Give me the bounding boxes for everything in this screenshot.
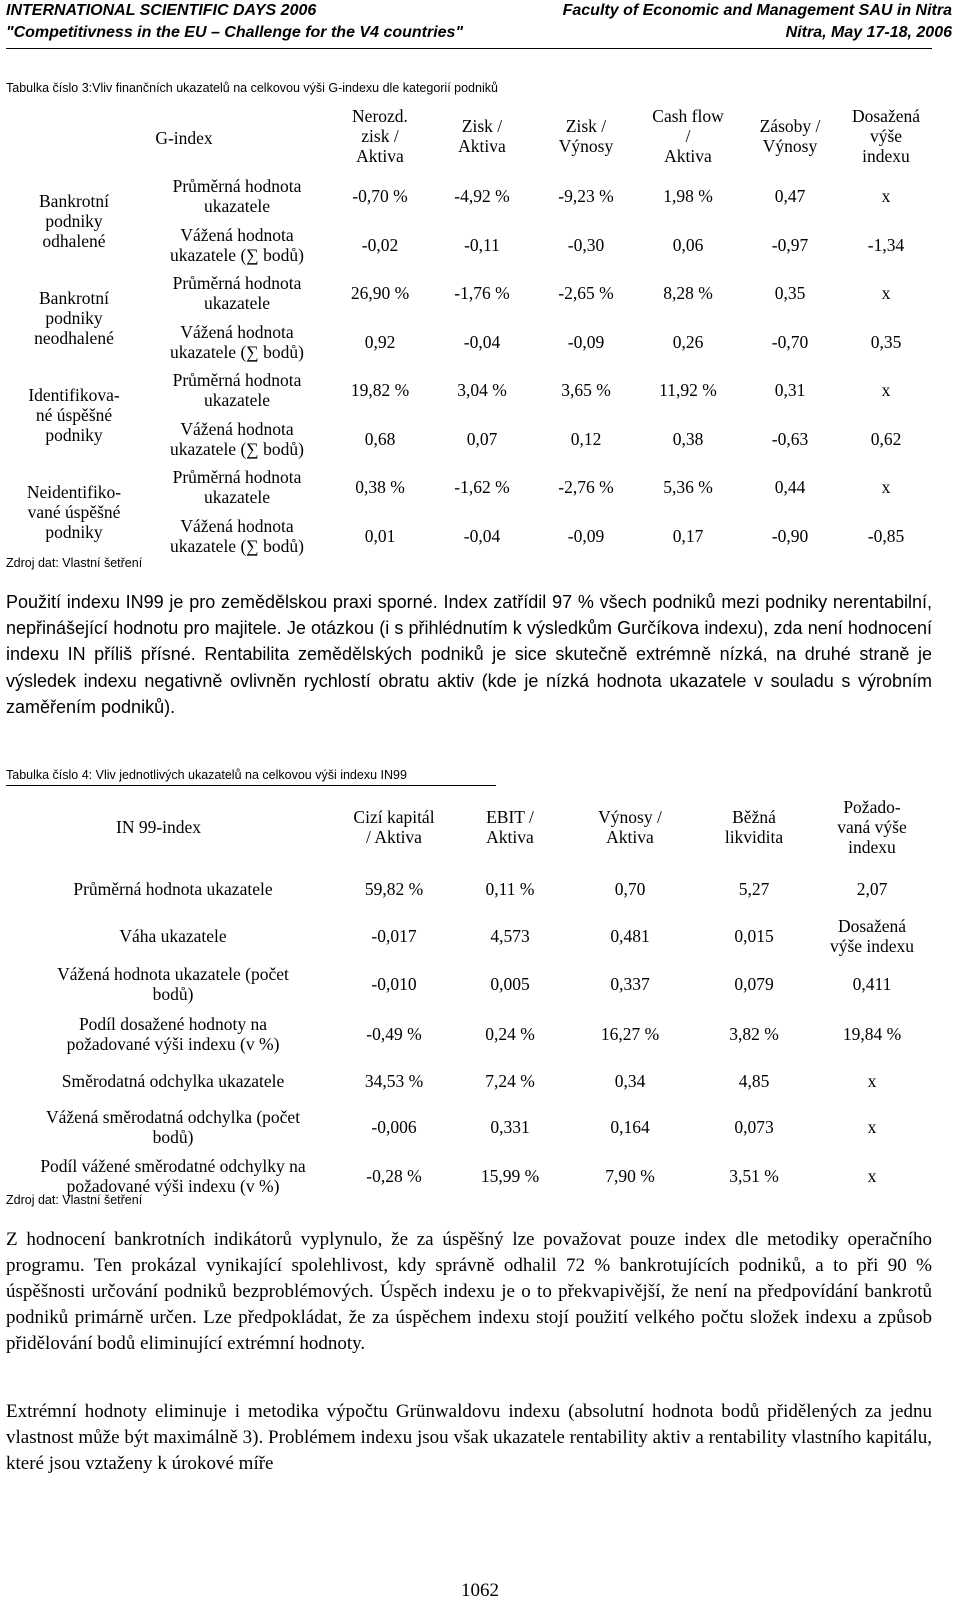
paragraph-1: Použití indexu IN99 je pro zemědělskou praxi sporné. Index zatřídil 97 % všech podniků mezi podniky nerentabilní, nepřinášející hodnotu pro majitele. Je otázkou (i s přihlédnutím k výsledkům Gurčíkova indexu), zda není hodnocení indexu IN příliš přísné. Rentabilita zemědělských podniků je sice skutečně extrémně nízká, na druhé straně je výsledek indexu negativně ovlivněn rychlostí obratu aktiv (kde je nízká hodnota ukazatele v souladu s výrobním zaměřením podniků). bbox=[6, 592, 932, 717]
table-cell: 0,35 bbox=[870, 331, 902, 352]
table-cell: 0,12 bbox=[570, 428, 602, 449]
table3-col-header bbox=[842, 100, 930, 172]
table-cell: -2,76 % bbox=[558, 477, 614, 498]
table3-col-header bbox=[638, 100, 738, 172]
line: odhalené bbox=[42, 230, 106, 251]
table3-row-label bbox=[144, 172, 330, 221]
table-cell: -0,70 % bbox=[352, 186, 408, 207]
table-cell bbox=[570, 1103, 690, 1151]
table-row bbox=[8, 913, 926, 959]
table-cell bbox=[818, 913, 926, 959]
line: 59,82 % bbox=[364, 879, 424, 899]
line: Průměrná hodnota bbox=[172, 370, 302, 391]
table-row bbox=[8, 1151, 926, 1201]
line: Aktiva bbox=[606, 826, 654, 847]
line: Podíl dosažené hodnoty na bbox=[78, 1014, 268, 1034]
table-cell: 0,26 bbox=[672, 331, 704, 352]
line: 3,82 % bbox=[729, 1024, 779, 1044]
table-cell bbox=[450, 1151, 570, 1201]
table3-row-label bbox=[144, 415, 330, 464]
table-cell: 0,31 bbox=[774, 380, 806, 401]
line: podniky bbox=[45, 521, 103, 542]
table-cell bbox=[690, 1059, 818, 1103]
table3-row-label bbox=[144, 269, 330, 318]
line: Výnosy bbox=[762, 136, 818, 156]
table3-row-label bbox=[144, 512, 330, 561]
table3-group-label bbox=[4, 463, 144, 560]
line: 0,015 bbox=[734, 926, 774, 946]
table-cell bbox=[818, 959, 926, 1009]
line: výše indexu bbox=[829, 936, 915, 956]
table4-caption: Tabulka číslo 4: Vliv jednotlivých ukazatelů na celkovou výši indexu IN99 bbox=[6, 768, 407, 782]
line: výše bbox=[869, 126, 903, 146]
table-cell bbox=[450, 1059, 570, 1103]
line: -0,49 % bbox=[366, 1024, 422, 1044]
line: 5,27 bbox=[738, 879, 770, 899]
table3-col-header bbox=[430, 100, 534, 172]
table3-row-label bbox=[144, 221, 330, 270]
line: ukazatele (∑ bodů) bbox=[170, 244, 304, 265]
table-cell bbox=[818, 865, 926, 913]
line: 0,079 bbox=[734, 974, 774, 994]
table3-col-header bbox=[738, 100, 842, 172]
line: Vážená hodnota bbox=[180, 515, 294, 536]
line: x bbox=[867, 1071, 877, 1091]
table-cell: -1,34 bbox=[867, 234, 905, 255]
table4-col-header bbox=[450, 788, 570, 865]
line: Vážená hodnota ukazatele (počet bbox=[57, 964, 289, 984]
table-cell bbox=[338, 913, 450, 959]
line: Požado- bbox=[843, 796, 901, 817]
table-cell bbox=[570, 1151, 690, 1201]
table4-row-label bbox=[8, 1009, 338, 1059]
table-row bbox=[8, 1103, 926, 1151]
line: Vážená hodnota bbox=[180, 224, 294, 245]
line: Bankrotní bbox=[39, 287, 109, 308]
table-cell: -0,30 bbox=[567, 234, 605, 255]
line: Cizí kapitál bbox=[353, 806, 435, 827]
line: / bbox=[685, 126, 691, 146]
table-cell bbox=[338, 1151, 450, 1201]
table-cell bbox=[450, 865, 570, 913]
table-row bbox=[4, 366, 930, 415]
table-cell bbox=[450, 1009, 570, 1059]
table-cell: 0,07 bbox=[466, 428, 498, 449]
line: ukazatele (∑ bodů) bbox=[170, 438, 304, 459]
line: 2,07 bbox=[856, 879, 888, 899]
table-cell: x bbox=[881, 380, 891, 401]
line: podniky bbox=[45, 307, 103, 328]
line: 0,70 bbox=[614, 879, 646, 899]
table-cell bbox=[818, 1151, 926, 1201]
table-cell: 26,90 % bbox=[350, 283, 410, 304]
line: Identifikova- bbox=[28, 384, 120, 405]
table-row bbox=[4, 172, 930, 221]
line: 3,51 % bbox=[729, 1166, 779, 1186]
table-cell bbox=[690, 865, 818, 913]
line: Aktiva bbox=[664, 146, 712, 166]
table-cell: -0,97 bbox=[771, 234, 809, 255]
line: 7,24 % bbox=[485, 1071, 535, 1091]
line: Podíl vážené směrodatné odchylky na bbox=[40, 1156, 306, 1176]
table4-col-header bbox=[690, 788, 818, 865]
table-row bbox=[8, 1009, 926, 1059]
line: 7,90 % bbox=[605, 1166, 655, 1186]
table-cell: -0,02 bbox=[361, 234, 399, 255]
line: 15,99 % bbox=[480, 1166, 540, 1186]
table3-group-label bbox=[4, 366, 144, 463]
header-theme: "Competitivness in the EU – Challenge for the V4 countries" bbox=[6, 24, 464, 41]
table-row bbox=[4, 269, 930, 318]
table-cell: -0,11 bbox=[464, 234, 500, 255]
table-cell bbox=[570, 913, 690, 959]
line: x bbox=[867, 1117, 877, 1137]
table-cell: 19,82 % bbox=[350, 380, 410, 401]
table-cell bbox=[450, 959, 570, 1009]
table3-source: Zdroj dat: Vlastní šetření bbox=[6, 556, 143, 570]
line: Běžná bbox=[732, 806, 776, 827]
header-faculty: Faculty of Economic and Management SAU in Nitra bbox=[562, 2, 952, 19]
table-cell: 11,92 % bbox=[659, 380, 717, 401]
line: 0,331 bbox=[490, 1117, 530, 1137]
table3-col-header bbox=[330, 100, 430, 172]
line: 16,27 % bbox=[600, 1024, 660, 1044]
line: ukazatele bbox=[203, 487, 271, 508]
table-cell: -9,23 % bbox=[558, 186, 614, 207]
table-4 bbox=[8, 788, 926, 1201]
table-cell bbox=[450, 1103, 570, 1151]
line: Směrodatná odchylka ukazatele bbox=[61, 1071, 285, 1091]
line: 0,11 % bbox=[485, 879, 535, 899]
table4-source: Zdroj dat: Vlastní šetření bbox=[6, 1193, 143, 1207]
table3-group-label bbox=[4, 269, 144, 366]
line: Zisk / bbox=[461, 116, 503, 136]
line: bodů) bbox=[152, 1127, 194, 1147]
line: Bankrotní bbox=[39, 190, 109, 211]
line: Dosažená bbox=[851, 106, 921, 126]
line: 0,34 bbox=[614, 1071, 646, 1091]
table-3 bbox=[4, 100, 930, 560]
line: 4,85 bbox=[738, 1071, 770, 1091]
line: Cash flow bbox=[652, 106, 724, 126]
table-cell: -0,09 bbox=[567, 331, 605, 352]
line: indexu bbox=[862, 146, 910, 166]
table-cell: 0,92 bbox=[364, 331, 396, 352]
table-cell bbox=[338, 959, 450, 1009]
header-conference: INTERNATIONAL SCIENTIFIC DAYS 2006 bbox=[6, 2, 317, 19]
table4-row-label bbox=[8, 1103, 338, 1151]
table-cell: -0,09 bbox=[567, 525, 605, 546]
line: 0,411 bbox=[852, 974, 892, 994]
table4-row-label bbox=[8, 913, 338, 959]
line: podniky bbox=[45, 424, 103, 445]
table3-group-label bbox=[4, 172, 144, 269]
table-cell: -2,65 % bbox=[558, 283, 614, 304]
table-cell bbox=[338, 1059, 450, 1103]
line: Dosažená bbox=[837, 916, 907, 936]
table4-row-label bbox=[8, 865, 338, 913]
table-cell: -0,90 bbox=[771, 525, 809, 546]
table3-corner: G-index bbox=[155, 128, 213, 148]
table-cell: 8,28 % bbox=[663, 283, 713, 304]
table-cell bbox=[570, 865, 690, 913]
line: x bbox=[867, 1166, 877, 1186]
header-place-date: Nitra, May 17-18, 2006 bbox=[785, 24, 952, 41]
table-cell: -0,04 bbox=[463, 525, 501, 546]
line: ukazatele bbox=[203, 390, 271, 411]
line: Vážená směrodatná odchylka (počet bbox=[45, 1107, 301, 1127]
line: -0,28 % bbox=[366, 1166, 422, 1186]
table-cell: 0,62 bbox=[870, 428, 902, 449]
table-cell: -0,63 bbox=[771, 428, 809, 449]
line: ukazatele (∑ bodů) bbox=[170, 341, 304, 362]
table-cell: 3,04 % bbox=[457, 380, 507, 401]
table4-header-row bbox=[8, 788, 926, 865]
paragraph-3: Extrémní hodnoty eliminuje i metodika výpočtu Grünwaldovu indexu (absolutní hodnota bodů přidělených za jednu vlastnost může být maximálně 3). Problémem indexu jsou však ukazatele rentability aktiv a rentability vlastního kapitálu, které jsou vztaženy k úrokové míře bbox=[6, 1401, 932, 1474]
line: zisk / bbox=[361, 126, 399, 146]
table-cell: x bbox=[881, 283, 891, 304]
line: požadované výši indexu (v %) bbox=[66, 1176, 280, 1196]
table-cell: x bbox=[881, 186, 891, 207]
line: né úspěšné bbox=[35, 404, 113, 425]
line: vané úspěšné bbox=[27, 501, 121, 522]
table-cell: 0,38 % bbox=[355, 477, 405, 498]
table-cell bbox=[690, 1009, 818, 1059]
line: -0,017 bbox=[371, 926, 417, 946]
line: -0,006 bbox=[371, 1117, 417, 1137]
table-cell bbox=[690, 959, 818, 1009]
page-number: 1062 bbox=[461, 1580, 499, 1601]
table3-col-header bbox=[534, 100, 638, 172]
table-cell bbox=[690, 1103, 818, 1151]
table4-row-label bbox=[8, 1059, 338, 1103]
table-cell: x bbox=[881, 477, 891, 498]
table-cell bbox=[818, 1059, 926, 1103]
table3-row-label bbox=[144, 318, 330, 367]
table4-corner: IN 99-index bbox=[116, 816, 202, 837]
table-row bbox=[8, 1059, 926, 1103]
header-line-2 bbox=[6, 22, 952, 44]
line: Průměrná hodnota bbox=[172, 176, 302, 197]
line: Neidentifiko- bbox=[26, 481, 122, 502]
table4-col-header bbox=[338, 788, 450, 865]
line: ukazatele bbox=[203, 196, 271, 217]
line: Průměrná hodnota bbox=[172, 467, 302, 488]
line: neodhalené bbox=[34, 327, 114, 348]
line: Vážená hodnota bbox=[180, 418, 294, 439]
table-row bbox=[8, 959, 926, 1009]
line: požadované výši indexu (v %) bbox=[66, 1034, 280, 1054]
table-cell bbox=[690, 913, 818, 959]
table-cell bbox=[338, 1009, 450, 1059]
table4-col-header bbox=[570, 788, 690, 865]
line: 4,573 bbox=[490, 926, 530, 946]
table-cell bbox=[338, 865, 450, 913]
header-line-1 bbox=[6, 0, 952, 22]
table3-caption: Tabulka číslo 3:Vliv finančních ukazatelů na celkovou výši G-indexu dle kategorií podniků bbox=[6, 81, 498, 95]
line: EBIT / bbox=[486, 806, 534, 827]
table-cell: 0,47 bbox=[774, 186, 806, 207]
line: -0,010 bbox=[371, 974, 417, 994]
line: Aktiva bbox=[458, 136, 506, 156]
line: 34,53 % bbox=[364, 1071, 424, 1091]
table3-row-label bbox=[144, 463, 330, 512]
line: 19,84 % bbox=[842, 1024, 902, 1044]
line: indexu bbox=[848, 836, 896, 857]
table-cell: -4,92 % bbox=[454, 186, 510, 207]
table-cell: -0,70 bbox=[771, 331, 809, 352]
line: 0,005 bbox=[490, 974, 530, 994]
table-cell: 3,65 % bbox=[561, 380, 611, 401]
line: 0,24 % bbox=[485, 1024, 535, 1044]
line: ukazatele bbox=[203, 293, 271, 314]
line: bodů) bbox=[152, 984, 194, 1004]
line: Vážená hodnota bbox=[180, 321, 294, 342]
line: / Aktiva bbox=[366, 826, 422, 847]
line: 0,164 bbox=[610, 1117, 650, 1137]
header-rule bbox=[6, 48, 932, 49]
table3-header-row bbox=[4, 100, 930, 172]
line: vaná výše bbox=[837, 816, 907, 837]
paragraph-2: Z hodnocení bankrotních indikátorů vyplynulo, že za úspěšný lze považovat pouze index dle metodiky operačního programu. Ten prokázal vynikající spolehlivost, kdy správně odhalil 72 % bankrotujících podniků, a to při 90 % úspěšnosti určování podniků bezproblémových. Úspěch indexu je o to překvapivější, že není na předpovídání bankrotů podniků primárně určen. Lze předpokládat, že za úspěchem indexu stojí použití velkého počtu složek indexu a způsob přidělování bodů eliminující extrémní hodnoty. bbox=[6, 1229, 932, 1354]
line: 0,337 bbox=[610, 974, 650, 994]
line: Váha ukazatele bbox=[119, 926, 227, 946]
table-cell: 0,38 bbox=[672, 428, 704, 449]
table-cell bbox=[570, 959, 690, 1009]
table-cell: 0,06 bbox=[672, 234, 704, 255]
line: Zásoby / bbox=[759, 116, 821, 136]
line: ukazatele (∑ bodů) bbox=[170, 535, 304, 556]
table-cell bbox=[818, 1103, 926, 1151]
table4-row-label bbox=[8, 959, 338, 1009]
table-cell: 0,17 bbox=[672, 525, 704, 546]
line: Výnosy bbox=[558, 136, 614, 156]
table-cell: -0,04 bbox=[463, 331, 501, 352]
line: Aktiva bbox=[356, 146, 404, 166]
table4-col-header bbox=[818, 788, 926, 865]
table-cell bbox=[338, 1103, 450, 1151]
line: Nerozd. bbox=[352, 106, 408, 126]
table-cell bbox=[690, 1151, 818, 1201]
line: likvidita bbox=[724, 826, 784, 847]
table3-row-label bbox=[144, 366, 330, 415]
table-cell: -1,76 % bbox=[454, 283, 510, 304]
table-cell: -1,62 % bbox=[454, 477, 510, 498]
line: Průměrná hodnota bbox=[172, 273, 302, 294]
table-cell: 0,68 bbox=[364, 428, 396, 449]
line: Výnosy / bbox=[598, 806, 662, 827]
table4-caption-rule bbox=[6, 785, 496, 786]
table-cell: 1,98 % bbox=[663, 186, 713, 207]
table-cell: 5,36 % bbox=[663, 477, 713, 498]
table-cell bbox=[818, 1009, 926, 1059]
table-cell bbox=[570, 1009, 690, 1059]
line: 0,481 bbox=[610, 926, 650, 946]
line: podniky bbox=[45, 210, 103, 231]
line: Průměrná hodnota ukazatele bbox=[73, 879, 273, 899]
table-row bbox=[4, 463, 930, 512]
table-row bbox=[8, 865, 926, 913]
table-cell: 0,01 bbox=[364, 525, 396, 546]
table-cell: 0,35 bbox=[774, 283, 806, 304]
table-cell: -0,85 bbox=[867, 525, 905, 546]
table-cell: 0,44 bbox=[774, 477, 806, 498]
line: Zisk / bbox=[565, 116, 607, 136]
table-cell bbox=[570, 1059, 690, 1103]
line: Aktiva bbox=[486, 826, 534, 847]
table-cell bbox=[450, 913, 570, 959]
line: 0,073 bbox=[734, 1117, 774, 1137]
